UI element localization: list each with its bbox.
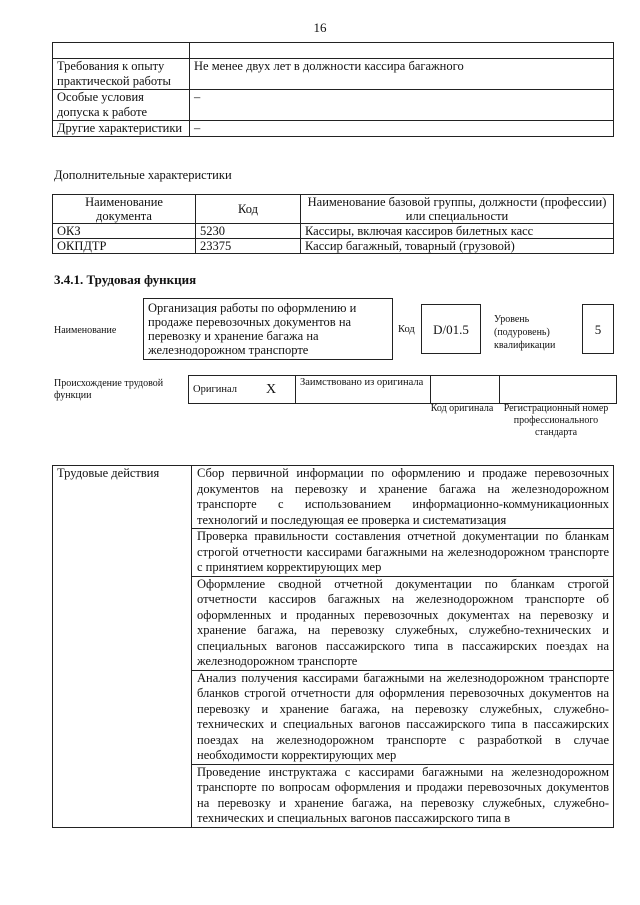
requirements-value xyxy=(190,43,614,59)
table-row xyxy=(53,59,614,90)
table-row xyxy=(53,466,614,529)
qualification-level-value: 5 xyxy=(582,304,614,354)
table-cell: Кассиры, включая кассиров билетных касс xyxy=(301,224,614,239)
origin-table xyxy=(188,375,617,404)
page-number: 16 xyxy=(313,20,327,35)
table-row xyxy=(53,239,614,254)
column-header: Код xyxy=(196,195,301,224)
labor-action-item: Проведение инструктажа с кассирами багажными на железнодорожном транспорте по вопросам оформления и продажи перевозочных документов на перевозку и хранение багажа, на перевозку служебных, служебно-технических и специальных вагонов пассажирского типа в xyxy=(192,764,614,827)
labor-action-item: Сбор первичной информации по оформлению и продаже перевозочных документов на перевозку и хранение багажа на железнодорожном транспорте с использованием информационно-коммуникационных технологий и последующая ее проверка и систематизация xyxy=(192,466,614,529)
requirements-label xyxy=(53,43,190,59)
table-row xyxy=(189,376,617,404)
characteristics-table xyxy=(52,194,614,254)
requirements-value: – xyxy=(190,121,614,137)
labor-action-item: Проверка правильности составления отчетной документации по бланкам строгой отчетности кассирами багажными на железнодорожном транспорте с принятием корректирующих мер xyxy=(192,529,614,577)
additional-characteristics-title: Дополнительные характеристики xyxy=(54,168,232,182)
labor-action-item: Анализ получения кассирами багажными на железнодорожном транспорте бланков строгой отчетности для оформления перевозочных документов на перевозку и хранение багажа, на перевозку служебных, служебно-технических и специальных вагонов пассажирского типа в пассажирских поездах на железнодорожном транспорте с разработкой в случае необходимости корректирующих мер xyxy=(192,670,614,764)
requirements-label: Требования к опыту практической работы xyxy=(53,59,190,90)
table-row xyxy=(53,121,614,137)
table-row xyxy=(53,90,614,121)
requirements-label: Другие характеристики xyxy=(53,121,190,137)
table-row xyxy=(53,43,614,59)
code-original-cell xyxy=(431,376,500,404)
requirements-table xyxy=(52,42,614,137)
function-code-label: Код xyxy=(398,324,415,335)
reg-number-cell xyxy=(500,376,617,404)
section-title: 3.4.1. Трудовая функция xyxy=(54,272,197,287)
code-original-label: Код оригинала xyxy=(430,403,494,414)
column-header: Наименование базовой группы, должности (профессии) или специальности xyxy=(301,195,614,224)
requirements-label: Особые условия допуска к работе xyxy=(53,90,190,121)
labor-actions-label: Трудовые действия xyxy=(53,466,192,828)
origin-label: Происхождение трудовой функции xyxy=(54,378,164,401)
table-row xyxy=(53,224,614,239)
function-code-value: D/01.5 xyxy=(421,304,481,354)
original-cell: Оригинал xyxy=(189,376,248,404)
original-mark: X xyxy=(247,376,296,404)
labor-action-item: Оформление сводной отчетной документации по бланкам строгой отчетности кассиров багажных на железнодорожном транспорте об оформленных и проданных перевозочных документах на перевозку и хранение багажа, на перевозку служебных, служебно-технических и специальных вагонов пассажирского типа в пассажирских поездах на железнодорожном транспорте xyxy=(192,576,614,670)
column-header: Наименование документа xyxy=(53,195,196,224)
table-cell: 23375 xyxy=(196,239,301,254)
reg-number-label: Регистрационный номер профессионального стандарта xyxy=(503,403,609,438)
table-header-row xyxy=(53,195,614,224)
table-cell: 5230 xyxy=(196,224,301,239)
table-cell: Кассир багажный, товарный (грузовой) xyxy=(301,239,614,254)
borrowed-cell: Заимствовано из оригинала xyxy=(296,376,431,404)
requirements-value: – xyxy=(190,90,614,121)
requirements-value: Не менее двух лет в должности кассира багажного xyxy=(190,59,614,90)
labor-actions-table xyxy=(52,465,614,828)
function-name-label: Наименование xyxy=(54,325,117,336)
table-cell: ОКПДТР xyxy=(53,239,196,254)
function-name-value: Организация работы по оформлению и продаже перевозочных документов на перевозку и хранение багажа на железнодорожном транспорте xyxy=(143,298,393,360)
table-cell: ОКЗ xyxy=(53,224,196,239)
qualification-level-label: Уровень (подуровень) квалификации xyxy=(494,314,556,351)
